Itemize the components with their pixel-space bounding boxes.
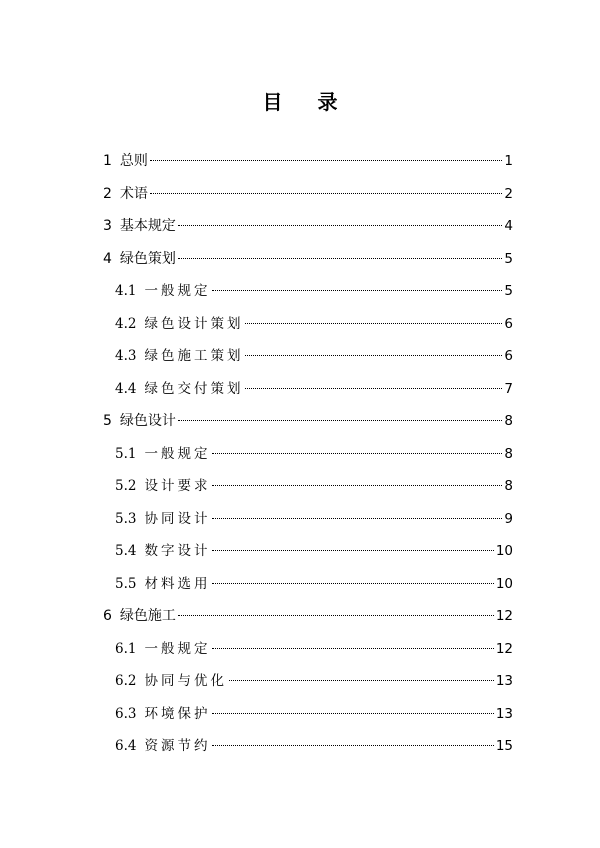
dot-leader [212,745,493,746]
toc-entry-number: 3 [103,218,112,234]
toc-entry[interactable] [103,376,513,409]
toc-entry-page: 7 [504,380,513,397]
toc-entry-page: 13 [495,705,513,722]
toc-entry[interactable] [103,408,513,441]
toc-entry-number: 6.1 [115,640,137,657]
toc-entry-label: 绿色设计 [119,413,176,429]
toc-entry[interactable] [103,636,513,669]
toc-entry-number: 1 [103,153,112,169]
toc-entry-number: 6 [103,608,112,624]
toc-entry-number: 4 [103,250,112,267]
toc-entry-number: 6.2 [115,673,137,689]
toc-entry-label: 材料选用 [144,575,211,592]
toc-entry-page: 10 [495,575,513,592]
toc-entry-page: 13 [495,673,513,689]
toc-entry[interactable] [103,441,513,474]
toc-entry-page: 6 [504,348,513,364]
toc-entry-number: 5 [103,413,112,429]
toc-entry-label: 数字设计 [144,543,211,559]
toc-entry-label: 一般规定 [144,283,211,299]
toc-entry[interactable] [103,246,513,279]
toc-entry-page: 1 [504,153,513,169]
toc-entry-number: 4.3 [115,348,137,364]
dot-leader [178,225,502,226]
toc-entry-page: 5 [504,250,513,267]
toc-entry-label: 一般规定 [144,445,211,462]
toc-entry[interactable] [103,278,513,311]
toc-entry-label: 设计要求 [144,478,211,494]
toc-entry-label: 绿色施工策划 [144,348,244,364]
toc-entry-label: 一般规定 [144,640,211,657]
toc-entry-label: 协同与优化 [144,673,227,689]
toc-entry-page: 6 [504,315,513,332]
toc-entry-label: 绿色交付策划 [144,380,244,397]
toc-entry-page: 8 [504,478,513,494]
dot-leader [245,388,502,389]
toc-entry-page: 15 [495,738,513,754]
dot-leader [212,550,493,551]
toc-entry-page: 8 [504,413,513,429]
toc-entry-label: 总则 [119,153,148,169]
toc-entry[interactable] [103,668,513,701]
toc-entry[interactable] [103,311,513,344]
toc-entry-page: 9 [504,510,513,527]
toc-entry-number: 5.1 [115,445,137,462]
dot-leader [150,160,502,161]
table-of-contents [103,148,513,766]
toc-entry-number: 4.4 [115,380,137,397]
dot-leader [212,648,493,649]
page-title: 目 录 [262,90,352,114]
toc-entry-number: 6.4 [115,738,137,754]
toc-entry[interactable] [103,506,513,539]
toc-entry[interactable] [103,343,513,376]
toc-entry-label: 术语 [119,185,148,202]
toc-entry-page: 8 [504,445,513,462]
dot-leader [212,485,502,486]
toc-entry[interactable] [103,473,513,506]
toc-entry-label: 基本规定 [119,218,176,234]
toc-entry-number: 4.1 [115,283,137,299]
toc-entry[interactable] [103,181,513,214]
dot-leader [212,453,502,454]
toc-entry-page: 4 [504,218,513,234]
toc-entry-page: 10 [495,543,513,559]
dot-leader [245,323,502,324]
dot-leader [212,290,502,291]
toc-entry-page: 12 [495,608,513,624]
toc-entry-number: 5.4 [115,543,137,559]
dot-leader [229,680,494,681]
toc-entry-label: 资源节约 [144,738,211,754]
dot-leader [245,355,502,356]
toc-entry[interactable] [103,148,513,181]
dot-leader [212,713,493,714]
toc-entry-number: 5.5 [115,575,137,592]
dot-leader [178,258,502,259]
toc-entry-number: 5.3 [115,510,137,527]
toc-entry[interactable] [103,213,513,246]
toc-entry[interactable] [103,701,513,734]
toc-entry-label: 环境保护 [144,705,211,722]
toc-entry-number: 4.2 [115,315,137,332]
toc-entry-label: 绿色设计策划 [144,315,244,332]
dot-leader [178,615,494,616]
toc-entry-page: 12 [495,640,513,657]
toc-entry-label: 绿色策划 [119,250,176,267]
dot-leader [212,583,493,584]
dot-leader [150,193,502,194]
toc-entry-number: 6.3 [115,705,137,722]
toc-entry[interactable] [103,538,513,571]
toc-entry-number: 2 [103,185,112,202]
toc-entry-page: 2 [504,185,513,202]
toc-entry[interactable] [103,733,513,766]
dot-leader [212,518,502,519]
dot-leader [178,420,502,421]
toc-entry-number: 5.2 [115,478,137,494]
toc-entry-label: 协同设计 [144,510,211,527]
toc-entry-label: 绿色施工 [119,608,176,624]
toc-entry[interactable] [103,571,513,604]
toc-entry[interactable] [103,603,513,636]
toc-entry-page: 5 [504,283,513,299]
